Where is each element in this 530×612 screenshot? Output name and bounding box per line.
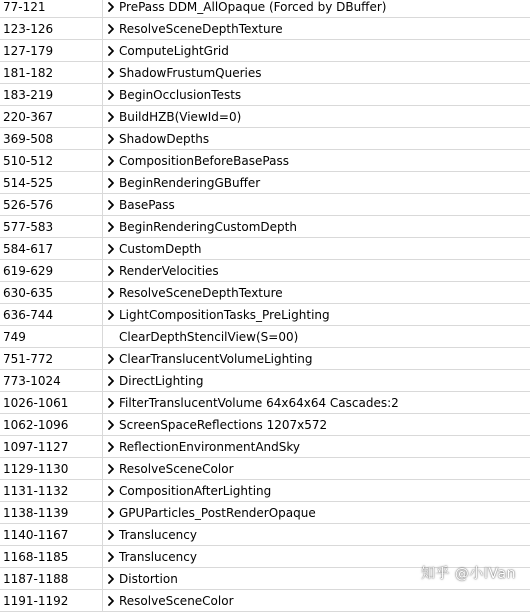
chevron-right-icon[interactable] xyxy=(103,282,119,304)
event-name-cell xyxy=(103,106,530,127)
event-row[interactable] xyxy=(0,502,530,524)
event-name-cell xyxy=(103,590,530,611)
event-range: 1062-1096 xyxy=(0,414,103,435)
event-name: ResolveSceneDepthTexture xyxy=(119,21,283,36)
event-range: 636-744 xyxy=(0,304,103,325)
event-row[interactable] xyxy=(0,282,530,304)
event-range: 1026-1061 xyxy=(0,392,103,413)
event-row[interactable] xyxy=(0,436,530,458)
event-range: 1138-1139 xyxy=(0,502,103,523)
chevron-right-icon[interactable] xyxy=(103,348,119,370)
chevron-right-icon[interactable] xyxy=(103,414,119,436)
chevron-right-icon[interactable] xyxy=(103,62,119,84)
event-name: LightCompositionTasks_PreLighting xyxy=(119,307,330,322)
event-range: 773-1024 xyxy=(0,370,103,391)
event-name-cell xyxy=(103,194,530,215)
chevron-right-icon[interactable] xyxy=(103,106,119,128)
event-name: ScreenSpaceReflections 1207x572 xyxy=(119,417,328,432)
chevron-right-icon xyxy=(103,326,119,348)
event-row[interactable] xyxy=(0,84,530,106)
event-name: BeginRenderingGBuffer xyxy=(119,175,261,190)
event-range: 630-635 xyxy=(0,282,103,303)
event-range: 369-508 xyxy=(0,128,103,149)
event-name-cell xyxy=(103,172,530,193)
event-row[interactable] xyxy=(0,326,530,348)
event-name: ResolveSceneColor xyxy=(119,593,234,608)
event-name-cell xyxy=(103,0,530,17)
event-name-cell xyxy=(103,392,530,413)
event-range: 127-179 xyxy=(0,40,103,61)
event-range: 1097-1127 xyxy=(0,436,103,457)
event-name-cell xyxy=(103,84,530,105)
chevron-right-icon[interactable] xyxy=(103,392,119,414)
event-range: 1131-1132 xyxy=(0,480,103,501)
chevron-right-icon[interactable] xyxy=(103,172,119,194)
event-row[interactable] xyxy=(0,480,530,502)
event-range: 749 xyxy=(0,326,103,347)
event-name: BeginRenderingCustomDepth xyxy=(119,219,297,234)
chevron-right-icon[interactable] xyxy=(103,18,119,40)
event-range: 181-182 xyxy=(0,62,103,83)
event-name-cell xyxy=(103,216,530,237)
event-name: CompositionAfterLighting xyxy=(119,483,272,498)
event-name: ClearTranslucentVolumeLighting xyxy=(119,351,313,366)
event-row[interactable] xyxy=(0,458,530,480)
event-name-cell xyxy=(103,326,530,347)
event-name-cell xyxy=(103,458,530,479)
event-name-cell xyxy=(103,480,530,501)
event-name: ShadowFrustumQueries xyxy=(119,65,262,80)
event-range: 526-576 xyxy=(0,194,103,215)
watermark: 知乎 @小IVan xyxy=(420,566,516,582)
event-range: 510-512 xyxy=(0,150,103,171)
chevron-right-icon[interactable] xyxy=(103,40,119,62)
event-row[interactable] xyxy=(0,348,530,370)
event-name-cell xyxy=(103,260,530,281)
event-row[interactable] xyxy=(0,524,530,546)
chevron-right-icon[interactable] xyxy=(103,304,119,326)
chevron-right-icon[interactable] xyxy=(103,370,119,392)
event-row[interactable] xyxy=(0,370,530,392)
event-row[interactable] xyxy=(0,0,530,18)
event-row[interactable] xyxy=(0,40,530,62)
event-name: Translucency xyxy=(119,549,197,564)
event-name-cell xyxy=(103,304,530,325)
chevron-right-icon[interactable] xyxy=(103,590,119,612)
event-range: 183-219 xyxy=(0,84,103,105)
chevron-right-icon[interactable] xyxy=(103,524,119,546)
event-name: BasePass xyxy=(119,197,175,212)
event-name-cell xyxy=(103,436,530,457)
event-range: 577-583 xyxy=(0,216,103,237)
event-name-cell xyxy=(103,18,530,39)
event-range: 220-367 xyxy=(0,106,103,127)
event-row[interactable] xyxy=(0,128,530,150)
event-row[interactable] xyxy=(0,150,530,172)
event-name-cell xyxy=(103,62,530,83)
event-name: RenderVelocities xyxy=(119,263,219,278)
event-row[interactable] xyxy=(0,194,530,216)
chevron-right-icon[interactable] xyxy=(103,84,119,106)
chevron-right-icon[interactable] xyxy=(103,260,119,282)
event-name: CustomDepth xyxy=(119,241,202,256)
event-row[interactable] xyxy=(0,172,530,194)
event-name: PrePass DDM_AllOpaque (Forced by DBuffer) xyxy=(119,0,387,14)
event-name-cell xyxy=(103,150,530,171)
chevron-right-icon[interactable] xyxy=(103,568,119,590)
event-name: ResolveSceneColor xyxy=(119,461,234,476)
event-name-cell xyxy=(103,128,530,149)
event-name: ComputeLightGrid xyxy=(119,43,229,58)
event-row[interactable] xyxy=(0,590,530,612)
event-row[interactable] xyxy=(0,304,530,326)
event-name-cell xyxy=(103,348,530,369)
event-range: 1187-1188 xyxy=(0,568,103,589)
chevron-right-icon[interactable] xyxy=(103,150,119,172)
event-name: Translucency xyxy=(119,527,197,542)
event-name: ResolveSceneDepthTexture xyxy=(119,285,283,300)
event-name: ShadowDepths xyxy=(119,131,210,146)
event-range: 1140-1167 xyxy=(0,524,103,545)
event-range: 1168-1185 xyxy=(0,546,103,567)
event-name-cell xyxy=(103,370,530,391)
event-name: Distortion xyxy=(119,571,178,586)
event-range: 77-121 xyxy=(0,0,103,17)
event-row[interactable] xyxy=(0,62,530,84)
chevron-right-icon[interactable] xyxy=(103,502,119,524)
event-range: 619-629 xyxy=(0,260,103,281)
chevron-right-icon[interactable] xyxy=(103,128,119,150)
chevron-right-icon[interactable] xyxy=(103,436,119,458)
chevron-right-icon[interactable] xyxy=(103,238,119,260)
event-range: 751-772 xyxy=(0,348,103,369)
event-name-cell xyxy=(103,40,530,61)
event-range: 123-126 xyxy=(0,18,103,39)
event-name: CompositionBeforeBasePass xyxy=(119,153,289,168)
event-name: DirectLighting xyxy=(119,373,204,388)
event-name: BeginOcclusionTests xyxy=(119,87,242,102)
chevron-right-icon[interactable] xyxy=(103,480,119,502)
chevron-right-icon[interactable] xyxy=(103,546,119,568)
event-row[interactable] xyxy=(0,414,530,436)
event-row[interactable] xyxy=(0,238,530,260)
event-name: BuildHZB(ViewId=0) xyxy=(119,109,242,124)
event-range: 584-617 xyxy=(0,238,103,259)
event-name: ReflectionEnvironmentAndSky xyxy=(119,439,301,454)
event-name-cell xyxy=(103,524,530,545)
event-range: 1129-1130 xyxy=(0,458,103,479)
event-name: FilterTranslucentVolume 64x64x64 Cascades:2 xyxy=(119,395,399,410)
chevron-right-icon[interactable] xyxy=(103,194,119,216)
event-name-cell xyxy=(103,238,530,259)
chevron-right-icon[interactable] xyxy=(103,216,119,238)
event-row[interactable] xyxy=(0,18,530,40)
event-range: 514-525 xyxy=(0,172,103,193)
event-name: GPUParticles_PostRenderOpaque xyxy=(119,505,316,520)
event-row[interactable] xyxy=(0,216,530,238)
event-row[interactable] xyxy=(0,260,530,282)
chevron-right-icon[interactable] xyxy=(103,0,119,18)
event-range: 1191-1192 xyxy=(0,590,103,611)
chevron-right-icon[interactable] xyxy=(103,458,119,480)
event-name-cell xyxy=(103,414,530,435)
event-row[interactable] xyxy=(0,392,530,414)
event-name-cell xyxy=(103,282,530,303)
event-name-cell xyxy=(103,502,530,523)
event-row[interactable] xyxy=(0,106,530,128)
event-name: ClearDepthStencilView(S=00) xyxy=(119,329,299,344)
